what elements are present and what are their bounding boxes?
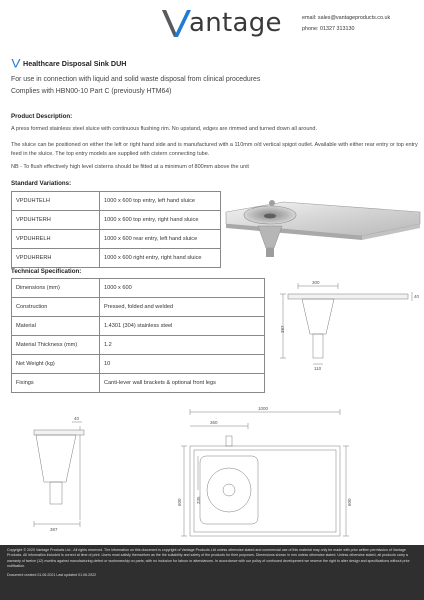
dim-side-bottom: 110 [314,366,322,371]
table-row [12,336,265,355]
description-note: NB - To flush effectively high level cisterns should be fitted at a minimum of 800mm above the unit [11,164,249,170]
dim-plan-right-height: 600 [347,498,352,506]
table-row [12,211,221,230]
dim-front-top: 40 [74,416,80,421]
spec-value: Pressed, folded and welded [100,298,265,317]
product-subtitle [11,74,421,98]
spec-value: 1000 x 600 [100,279,265,298]
side-elevation-drawing [280,278,420,372]
table-row [12,249,221,268]
variation-code: VPDUHTERH [12,211,100,230]
vantage-logo [160,6,282,40]
spec-label: Dimensions (mm) [12,279,100,298]
variation-code: VPDUHRERH [12,249,100,268]
variation-desc: 1000 x 600 rear entry, left hand sluice [100,230,221,249]
contact-phone[interactable]: phone: 01327 313130 [302,26,355,32]
dim-plan-width: 1000 [258,406,269,411]
dim-front-bottom: 387 [50,527,58,532]
description-para-1: A press formed stainless steel sluice with continuous flushing rim. No upstand, edges are rimmed and turned down all around. [11,126,318,132]
dim-plan-bowl: 335 [196,496,201,504]
table-row [12,230,221,249]
spec-label: Material [12,317,100,336]
product-title-row [11,58,126,68]
spec-label: Fixings [12,374,100,393]
front-elevation-drawing [20,412,150,532]
variations-table [11,191,221,268]
spec-value: 10 [100,355,265,374]
variation-desc: 1000 x 600 top entry, left hand sluice [100,192,221,211]
description-heading: Product Description: [11,113,73,120]
dim-side-right: 40 [414,294,420,299]
product-title: Healthcare Disposal Sink DUH [23,58,127,68]
spec-label: Construction [12,298,100,317]
spec-value: Canti-lever wall brackets & optional front legs [100,374,265,393]
product-photo [222,190,422,288]
dim-plan-left-height: 600 [177,498,182,506]
table-row [12,298,265,317]
variation-code: VPDUHRELH [12,230,100,249]
spec-label: Net Weight (kg) [12,355,100,374]
variation-desc: 1000 x 600 top entry, right hand sluice [100,211,221,230]
description-para-2: The sluice can be positioned on either the left or right hand side and is manufactured with a 110mm o/d vertical spigot outlet. Available with either rear entry or top entry feed in the sluice. The top entry models are supplied with cistern connecting tube. [11,142,418,157]
table-row [12,374,265,393]
subtitle-usage: For use in connection with liquid and solid waste disposal from clinical procedures [11,76,261,83]
vantage-v-small-icon [11,58,21,68]
contact-info [302,13,390,35]
footer-document-dates: Document created 01.06.2021 Last updated 01.06.2022 [7,573,97,578]
table-row [12,355,265,374]
technical-table [11,278,265,393]
table-row [12,192,221,211]
footer [0,545,424,600]
subtitle-compliance: Complies with HBN00-10 Part C (previously HTM64) [11,88,172,95]
table-row [12,317,265,336]
footer-legal: Copyright © 2020 Vantage Products Ltd - All rights reserved. The information on this document is copyright of Vantage Products Ltd unless otherwise stated and commercial use of this material may only be made with prior written permission of Vantage Products. All information included is correct at time of print. Users must satisfy themselves as the the suitability and safety of the products for their purposes. Dimensions shown in mm unless otherwise stated. Unless otherwise stated, all products carry a warranty of twelve (12) months against manufacturing defect or workmanship on parts, with no inclusion for labour or attendances. In accordance with our policy of continued development we reserve the right to alter design and specifications without prior notification. [7,548,410,568]
spec-value: 1.2 [100,336,265,355]
spec-value: 1.4301 (304) stainless steel [100,317,265,336]
technical-heading: Technical Specification: [11,268,82,275]
dim-plan-offset: 360 [210,420,218,425]
contact-email[interactable]: email: sales@vantageproducts.co.uk [302,15,391,21]
spec-label: Material Thickness (mm) [12,336,100,355]
logo-wordmark: antage [189,8,282,38]
dim-side-top: 300 [312,280,320,285]
variations-heading: Standard Variations: [11,180,72,187]
table-row [12,279,265,298]
header [0,0,424,44]
variation-desc: 1000 x 600 right entry, right hand sluice [100,249,221,268]
dim-side-height: 387 [280,325,285,333]
variation-code: VPDUHTELH [12,192,100,211]
plan-view-drawing [150,402,420,540]
